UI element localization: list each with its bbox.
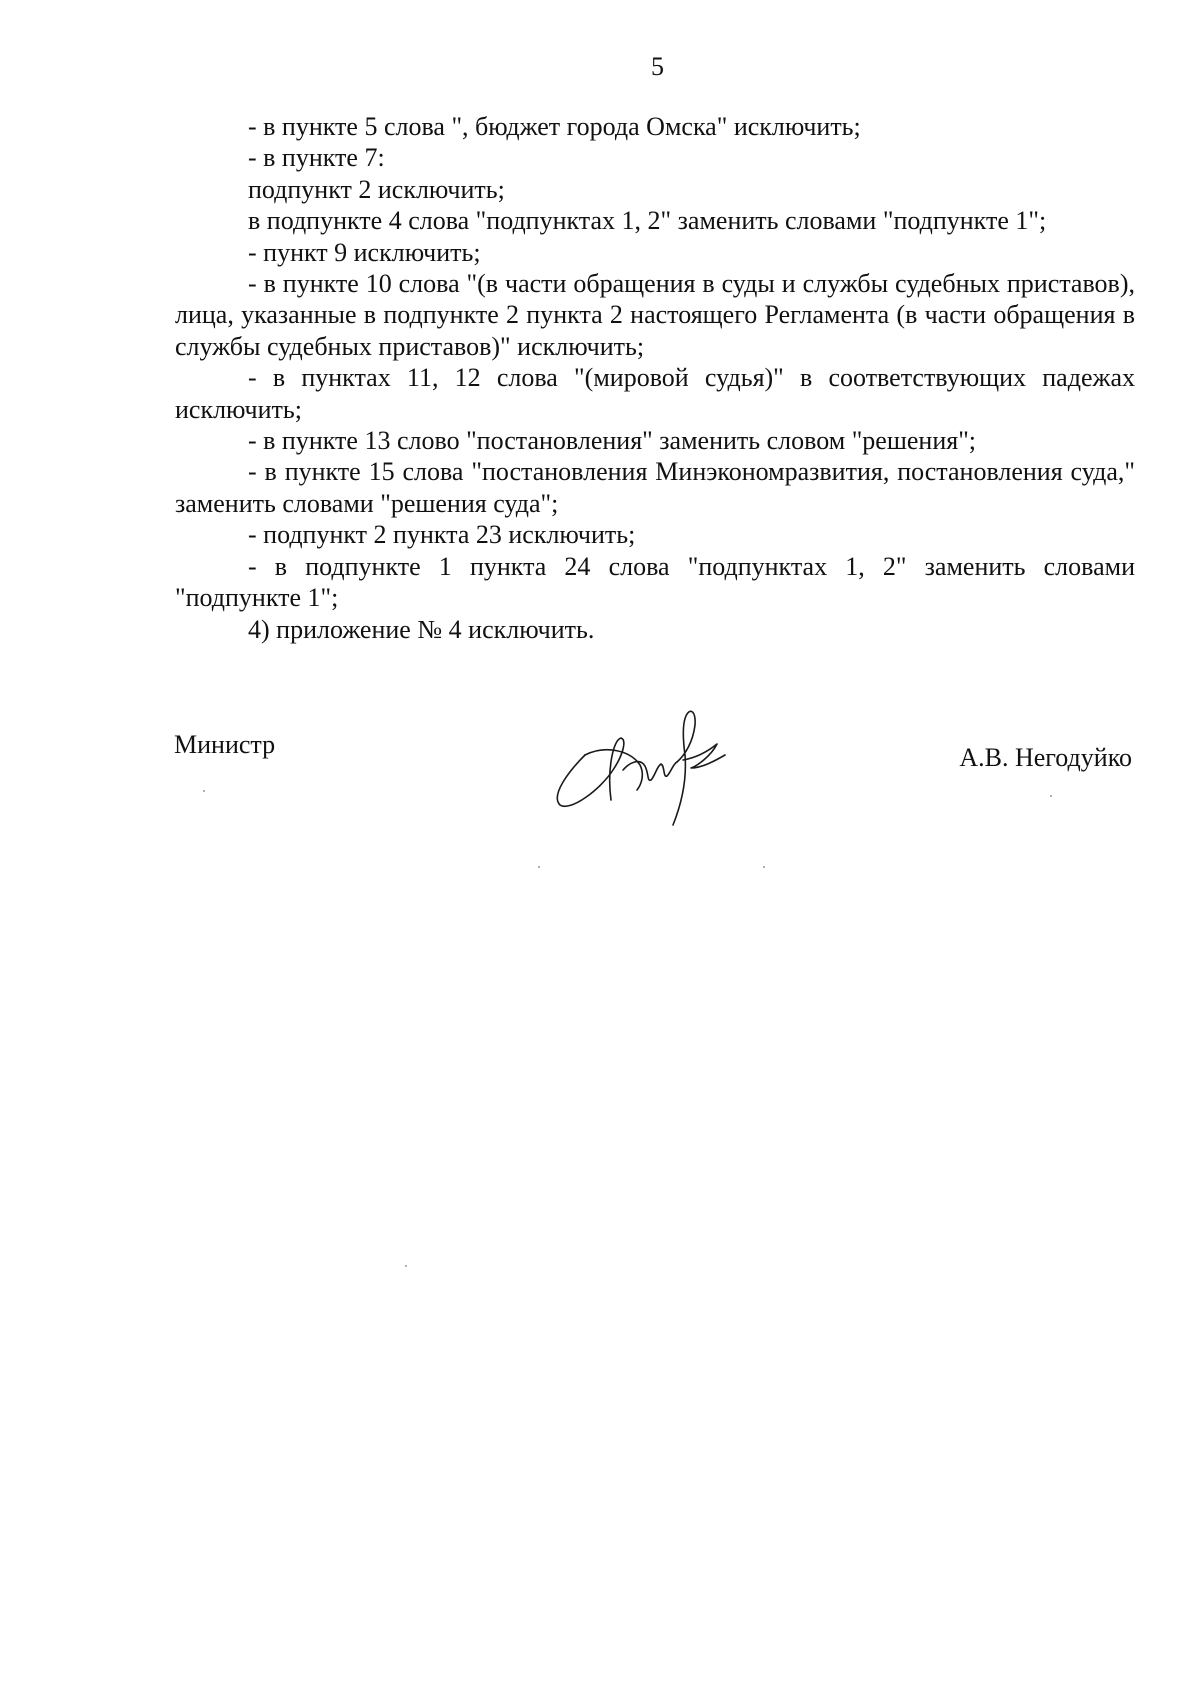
paragraph-8: - в пункте 13 слово "постановления" заменить словом "решения"; xyxy=(248,426,977,456)
document-body xyxy=(175,111,1135,645)
signature-block xyxy=(0,730,1200,850)
scan-speck xyxy=(405,1265,407,1267)
position-title: Министр xyxy=(174,730,276,759)
paragraph-11: - в подпункте 1 пункта 24 слова "подпунктах 1, 2" заменить словами "подпункте 1"; xyxy=(175,551,1135,613)
paragraph-5: - пункт 9 исключить; xyxy=(248,237,481,267)
paragraph-1: - в пункте 5 слова ", бюджет города Омска" исключить; xyxy=(248,112,861,141)
scan-speck xyxy=(1050,795,1052,797)
paragraph-12: 4) приложение № 4 исключить. xyxy=(248,614,595,644)
paragraph-10: - подпункт 2 пункта 23 исключить; xyxy=(248,520,636,550)
paragraph-4: в подпункте 4 слова "подпунктах 1, 2" заменить словами "подпункте 1"; xyxy=(248,206,1047,236)
scan-speck xyxy=(203,790,205,792)
scan-speck xyxy=(538,866,540,868)
paragraph-7: - в пунктах 11, 12 слова "(мировой судья)" в соответствующих падежах исключить; xyxy=(175,363,1135,424)
signature-image xyxy=(545,700,765,840)
paragraph-3: подпункт 2 исключить; xyxy=(248,174,505,204)
page-number: 5 xyxy=(651,52,664,81)
paragraph-9: - в пункте 15 слова "постановления Минэкономразвития, постановления суда," заменить словами "решения суда"; xyxy=(175,457,1135,518)
signer-name: А.В. Негодуйко xyxy=(959,743,1132,772)
paragraph-2: - в пункте 7: xyxy=(248,143,385,173)
scan-speck xyxy=(763,866,765,868)
paragraph-6: - в пункте 10 слова "(в части обращения в суды и службы судебных приставов), лица, указанные в подпункте 2 пункта 2 настоящего Регламента (в части обращения в службы судебных приставов)" исключить; xyxy=(175,269,1135,361)
